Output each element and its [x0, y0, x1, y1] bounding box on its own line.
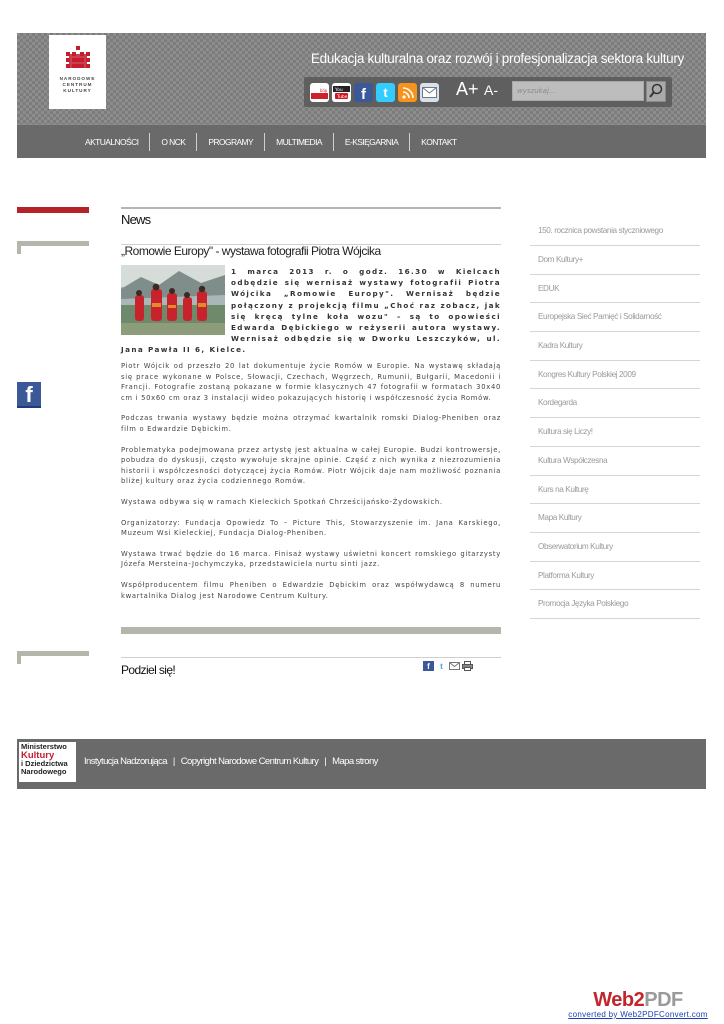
svg-text:You: You: [335, 88, 343, 93]
web2pdf-badge[interactable]: [566, 990, 710, 1019]
footer-links: [84, 756, 378, 767]
article-paragraph: Wystawa trwać będzie do 16 marca. Finisaż wystawy uświetni koncert romskiego gitarzysty Józefa Mersteina-Jochymczyka, przedstawiciela nurtu sinti jazz.: [121, 549, 501, 569]
nav-item-e-ksiegarnia[interactable]: E-KSIĘGARNIA: [333, 133, 409, 151]
footer: [17, 739, 706, 789]
footer-copyright: Copyright Narodowe Centrum Kultury: [180, 756, 319, 767]
font-decrease-button[interactable]: A-: [484, 82, 498, 98]
article-paragraph: Problematyka podejmowana przez artystę jest aktualna w całej Europie. Budzi kontrowersje, pobudza do dyskusji, często wywołuje skrajne opinie. Część z nich wynika z niezrozumienia historii i współczesności dotyczącej życia Romów. Piotr Wójcik daje nam możliwość poznania bliżej kultury oraz życia codziennego Romów.: [121, 445, 501, 486]
article-body: [121, 361, 501, 611]
sidebar-item[interactable]: Europejska Sieć Pamięć i Solidarność: [530, 303, 700, 332]
sidebar-item[interactable]: Obserwatorium Kultury: [530, 533, 700, 562]
footer-link-instytucja[interactable]: Instytucja Nadzorująca: [84, 756, 167, 767]
site-tagline: Edukacja kulturalna oraz rozwój i profesjonalizacja sektora kultury: [310, 51, 684, 66]
twitter-icon[interactable]: t: [376, 83, 395, 102]
sidebar-item[interactable]: Promocja Języka Polskiego: [530, 590, 700, 619]
share-icons: [423, 661, 473, 671]
email-icon[interactable]: [420, 83, 439, 102]
share-twitter-icon[interactable]: t: [440, 661, 443, 671]
divider-tick: [17, 651, 89, 656]
sidebar-item[interactable]: Kultura Współczesna: [530, 447, 700, 476]
article-paragraph: Piotr Wójcik od przeszło 20 lat dokumentuje życie Romów w Europie. Na wystawę składają się prace wykonane w Polsce, Słowacji, Czechach, Węgrzech, Rumunii, Bułgarii, Macedonii i Francji. Fotografie zostaną pokazane w formie klasycznych 47 fotografii w formatach 30x40 cm i 50x60 cm oraz 3 instalacji wideo pokazujących historię i współczesność życia Romów.: [121, 362, 501, 402]
footer-separator: |: [324, 756, 327, 767]
nav-item-programy[interactable]: PROGRAMY: [196, 133, 264, 151]
blip-icon[interactable]: [310, 83, 329, 102]
sidebar-item[interactable]: Kordegarda: [530, 389, 700, 418]
article-paragraph: Współproducentem filmu Pheniben o Edwardzie Dębickim oraz współwydawcą 8 numeru kwartalnika Dialog jest Narodowe Centrum Kultury.: [121, 580, 501, 600]
sidebar-item[interactable]: Mapa Kultury: [530, 504, 700, 533]
sidebar-item[interactable]: EDUK: [530, 275, 700, 304]
header-toolbar: [304, 77, 672, 107]
accent-bar: [17, 207, 89, 213]
article-paragraph: Wystawa odbywa się w ramach Kieleckich Spotkań Chrześcijańsko-Żydowskich.: [121, 497, 443, 506]
sidebar-item[interactable]: Platforma Kultury: [530, 562, 700, 591]
nck-logo[interactable]: [49, 35, 106, 109]
section-divider: [121, 207, 501, 209]
share-print-icon[interactable]: [462, 661, 473, 671]
section-title: News: [121, 212, 151, 227]
search-button[interactable]: [646, 81, 666, 102]
share-title: Podziel się!: [121, 663, 176, 677]
search-input[interactable]: wyszukaj...: [512, 81, 644, 101]
web2pdf-logo: Web2PDF: [593, 989, 683, 1011]
facebook-side-icon[interactable]: f: [17, 382, 41, 408]
nav-item-aktualnosci[interactable]: AKTUALNOŚCI: [85, 137, 139, 147]
footer-separator: |: [172, 756, 175, 767]
sidebar-item[interactable]: Kultura się Liczy!: [530, 418, 700, 447]
sidebar: [530, 214, 700, 619]
sidebar-item[interactable]: Kongres Kultury Polskiej 2009: [530, 361, 700, 390]
header: [17, 33, 706, 124]
crown-logo-icon: [65, 46, 91, 72]
footer-link-mapa-strony[interactable]: Mapa strony: [332, 756, 378, 767]
sidebar-item[interactable]: Kurs na Kulturę: [530, 476, 700, 505]
main-nav: [17, 124, 706, 158]
web2pdf-link[interactable]: converted by Web2PDFConvert.com: [568, 1010, 708, 1019]
sidebar-item[interactable]: Dom Kultury+: [530, 246, 700, 275]
rss-icon[interactable]: [398, 83, 417, 102]
youtube-icon[interactable]: [332, 83, 351, 102]
sidebar-item[interactable]: 150. rocznica powstania styczniowego: [530, 214, 700, 246]
sidebar-item[interactable]: Kadra Kultury: [530, 332, 700, 361]
font-increase-button[interactable]: A+: [456, 79, 479, 99]
article-title[interactable]: „Romowie Europy" - wystawa fotografii Piotra Wójcika: [121, 244, 501, 262]
share-facebook-icon[interactable]: f: [423, 661, 434, 671]
article-bottom-divider: [121, 627, 501, 634]
ministry-logo[interactable]: Ministerstwo Kultury i Dziedzictwa Narodowego: [19, 742, 76, 782]
search-icon: [647, 82, 665, 101]
nav-item-multimedia[interactable]: MULTIMEDIA: [264, 133, 333, 151]
article-paragraph: Podczas trwania wystawy będzie można otrzymać kwartalnik romski Dialog-Pheniben oraz film o Edwardzie Dębickim.: [121, 414, 501, 433]
nav-item-kontakt[interactable]: KONTAKT: [409, 133, 467, 151]
facebook-icon[interactable]: f: [354, 83, 373, 102]
article-paragraph: Organizatorzy: Fundacja Opowiedz To – Picture This, Stowarzyszenie im. Jana Karskiego, Muzeum Wsi Kieleckiej, Fundacja Dialog-Pheniben.: [121, 518, 501, 538]
svg-text:blip: blip: [320, 87, 328, 93]
svg-text:Tube: Tube: [337, 95, 348, 100]
share-email-icon[interactable]: [449, 661, 460, 671]
logo-text: NARODOWE CENTRUM KULTURY: [59, 76, 96, 93]
article-lead: 1 marca 2013 r. o godz. 16.30 w Kielcach odbędzie się wernisaż wystawy fotografii Piotra Wójcika „Romowie Europy". Wernisaż będzie połączony z projekcją filmu „Choć raz zobacz, jak się kręcą tylne koła wozu" – są to opowieści Edwarda Dębickiego w reżyserii autora wystawy. Wernisaż odbędzie się w Dworku Leszczyków, ul. Jana Pawła II 6, Kielce.: [121, 267, 501, 355]
share-divider: [121, 657, 501, 658]
site-container: [17, 33, 706, 789]
divider-tick: [17, 241, 89, 246]
nav-item-o-nck[interactable]: O NCK: [149, 133, 196, 151]
